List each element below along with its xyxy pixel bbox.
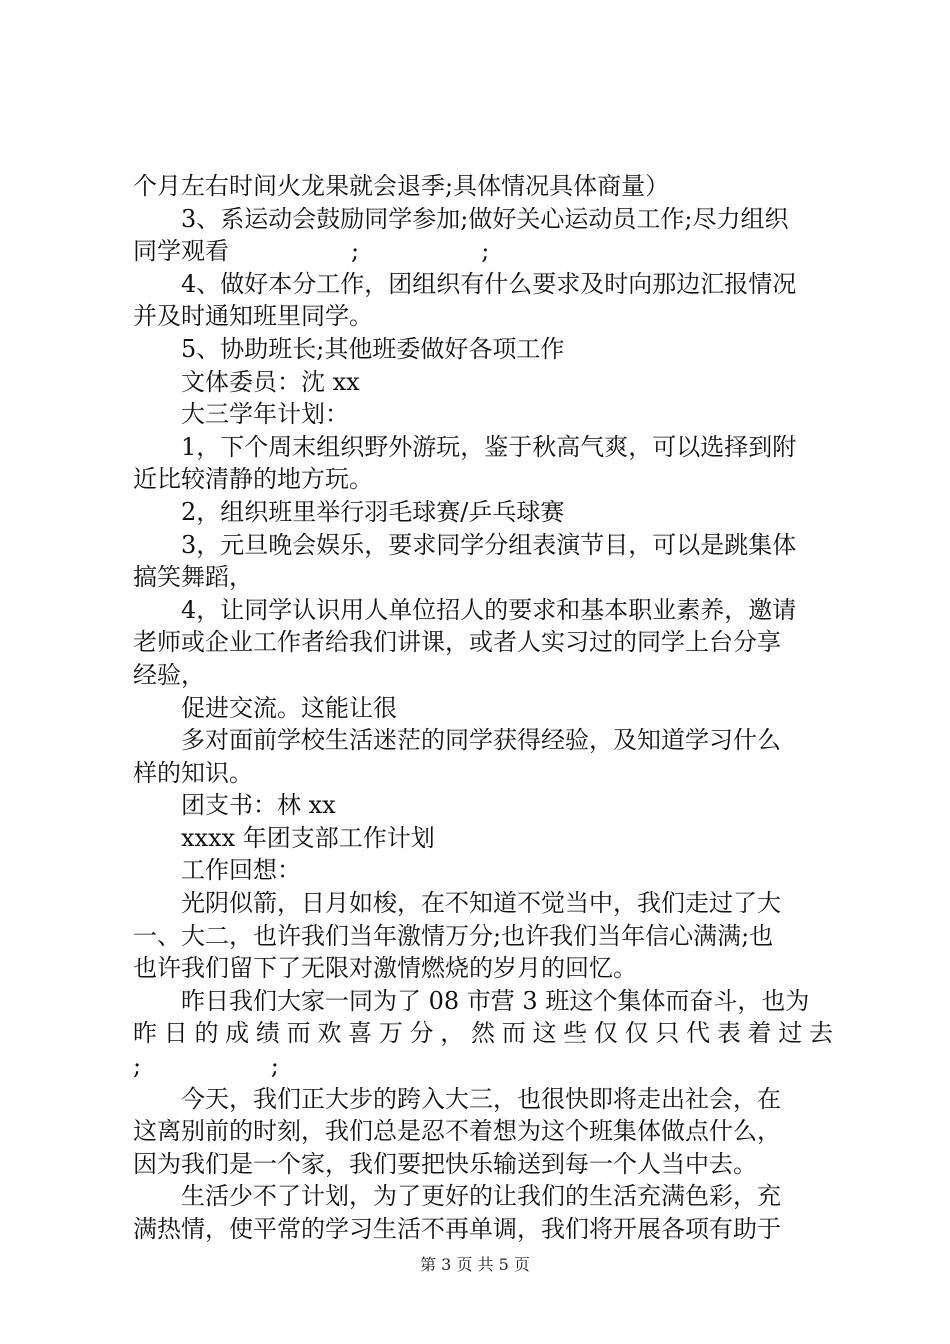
text-line: 团支书：林 xx [181,791,336,820]
text-line: ; ; [133,1052,279,1081]
text-line: 促进交流。这能让很 [181,693,397,722]
page-number: 第 3 页 共 5 页 [420,1255,530,1274]
text-line: 文体委员：沈 xx [181,367,360,396]
text-line: 3、系运动会鼓励同学参加;做好关心运动员工作;尽力组织 [181,204,789,233]
text-line: 多对面前学校生活迷茫的同学获得经验，及知道学习什么 [181,726,781,755]
text-line: 昨日我们大家一同为了 08 市营 3 班这个集体而奋斗，也为 [181,986,810,1015]
text-line: 也许我们留下了无限对激情燃烧的岁月的回忆。 [133,954,637,983]
text-line: 一、大二，也许我们当年激情万分;也许我们当年信心满满;也 [133,921,774,950]
text-line: 工作回想： [181,856,301,885]
text-line: 老师或企业工作者给我们讲课，或者人实习过的同学上台分享 [133,628,781,657]
text-line: 个月左右时间火龙果就会退季;具体情况具体商量） [133,172,670,200]
text-line: 近比较清静的地方玩。 [133,465,373,494]
text-line: 同学观看 ; ; [133,237,490,266]
text-line: 5、协助班长;其他班委做好各项工作 [181,334,565,363]
text-line: 并及时通知班里同学。 [133,302,373,331]
text-line: 今天，我们正大步的跨入大三，也很快即将走出社会，在 [181,1084,781,1113]
text-line: 2，组织班里举行羽毛球赛/乒乓球赛 [181,497,565,526]
text-line: 昨日的成绩而欢喜万分，然而这些仅仅只代表着过去 [133,1019,833,1048]
text-line: 这离别前的时刻，我们总是忍不着想为这个班集体做点什么， [133,1117,781,1146]
text-line: 3，元旦晚会娱乐，要求同学分组表演节目，可以是跳集体 [181,530,797,559]
text-line: 4、做好本分工作，团组织有什么要求及时向那边汇报情况 [181,269,797,298]
text-line: 4，让同学认识用人单位招人的要求和基本职业素养，邀请 [181,595,797,624]
text-line: 生活少不了计划，为了更好的让我们的生活充满色彩，充 [181,1182,781,1211]
section-title: xxxx 年团支部工作计划 [181,823,435,852]
text-line: 大三学年计划： [181,400,349,429]
text-line: 满热情，使平常的学习生活不再单调，我们将开展各项有助于 [133,1215,781,1243]
body-text [133,170,833,1246]
text-line: 1，下个周末组织野外游玩，鉴于秋高气爽，可以选择到附 [181,432,797,461]
text-line: 经验， [133,660,205,689]
text-line: 因为我们是一个家，我们要把快乐输送到每一个人当中去。 [133,1149,757,1178]
text-line: 样的知识。 [133,758,253,787]
text-line: 光阴似箭，日月如梭，在不知道不觉当中，我们走过了大 [181,889,781,918]
text-line: 搞笑舞蹈， [133,563,253,592]
